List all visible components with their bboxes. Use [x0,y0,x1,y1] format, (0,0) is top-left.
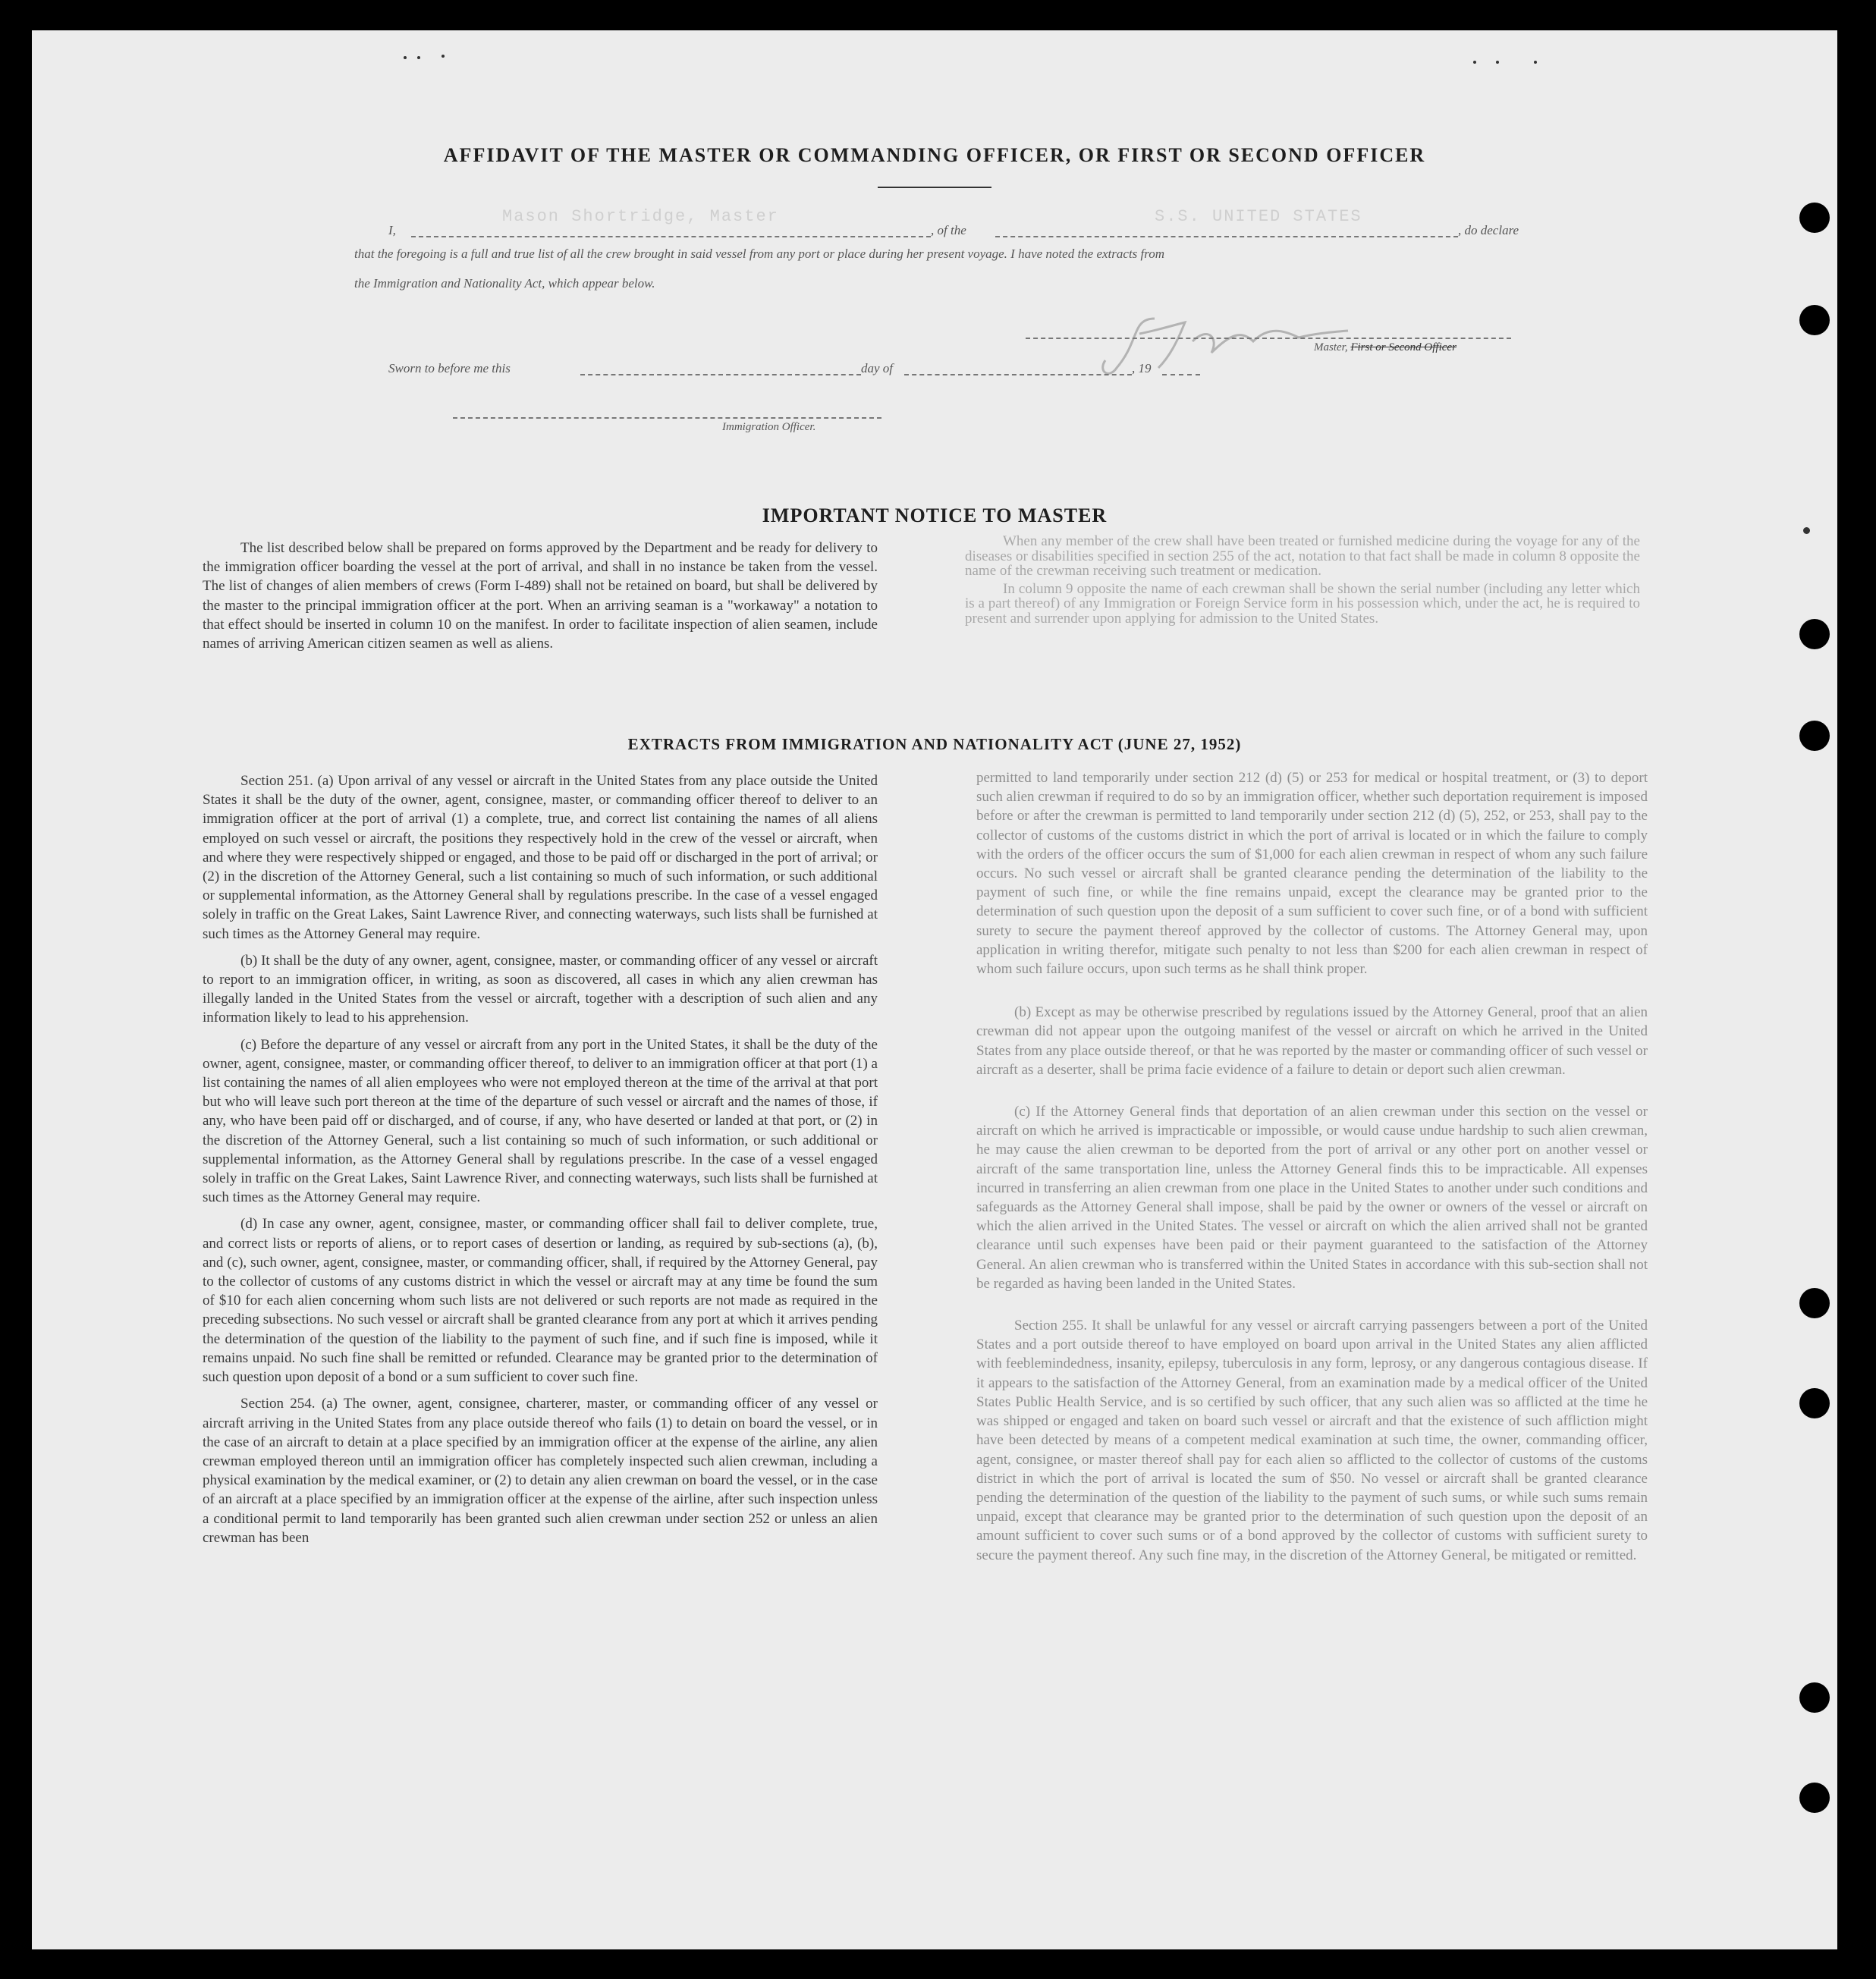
notice-right-2: In column 9 opposite the name of each crewman shall be shown the serial number (including any letter which is a part thereof) of any Immigration or Foreign Service form in his possession which, under the act, he is required to present and surrender upon applying for admission to the United States. [965,580,1640,627]
notice-right-1: When any member of the crew shall have been treated or furnished medicine during the voyage for any of the diseases or disabilities specified in section 255 of the act, notation to that fact shall be made in column 8 opposite the name of the crewman receiving such treatment or medication. [965,533,1640,580]
year-prefix: , 19 [1132,361,1152,375]
sworn-day-field[interactable] [580,374,861,375]
affidavit-line1-i: I, [388,223,396,237]
master-label-text: Master, [1314,341,1348,353]
immigration-officer-line[interactable] [453,417,881,419]
speck [442,55,445,58]
notice-title: IMPORTANT NOTICE TO MASTER [762,504,1108,526]
punch-hole [1799,305,1830,335]
speck [1496,61,1499,64]
speck [1803,527,1810,534]
notice-left [203,539,878,653]
section-254-a: Section 254. (a) The owner, agent, consignee, charterer, master, or commanding officer of any vessel or aircraft arriving in the United States from any place outside thereof who fails (1) to detain on board the vessel, or in the case of an aircraft to detain at a place specified by an immigration officer at the expense of the airline, any alien crewman employed thereon until an immigration officer has completely inspected such alien crewman, including a physical examination by the medical examiner, or (2) to detain any alien crewman on board the vessel, or in the case of an aircraft at a place specified by an immigration officer at the expense of the airline, after such inspection unless a conditional permit to land temporarily has been granted such alien crewman under section 252 or unless an alien crewman has been [203,1396,878,1546]
extracts-title: EXTRACTS FROM IMMIGRATION AND NATIONALITY ACT (JUNE 27, 1952) [627,735,1242,753]
affidavit-line1-do-declare: , do declare [1458,223,1519,237]
day-of-label: day of [861,361,894,375]
sworn-year-field[interactable] [1162,374,1200,375]
punch-hole [1799,1783,1830,1813]
signature-line[interactable] [1026,338,1511,339]
section-251-a: Section 251. (a) Upon arrival of any vessel or aircraft in the United States from any place outside the United States it shall be the duty of the owner, agent, consignee, master, or commanding officer thereof to deliver to an immigration officer at the port of arrival (1) a complete, true, and correct list containing the names of all aliens employed on such vessel or aircraft, the positions they respectively hold in the crew of the vessel or aircraft, when and where they were respectively shipped or engaged, and those to be paid off or discharged in the port of arrival; or (2) in the discretion of the Attorney General, such a list containing so much of such information, or such additional or supplemental information, as the Attorney General shall by regulations prescribe. In the case of a vessel engaged solely in traffic on the Great Lakes, Saint Lawrence River, and connecting waterways, such lists shall be furnished at such times as the Attorney General may require. [203,773,878,942]
section-251-d: (d) In case any owner, agent, consignee, master, or commanding officer shall fail to deliver complete, true, and correct lists or reports of aliens, or to report cases of desertion or landing, as required by sub-sections (a), (b), and (c), such owner, agent, consignee, master, or commanding officer, shall, if required by the Attorney General, pay to the collector of customs of any customs district in which the vessel or aircraft may at any time be found the sum of $10 for each alien concerning whom such lists are not delivered or such reports are not made as required in the preceding subsections. No such vessel or aircraft shall be granted clearance from any port at which it arrives pending the determination of the question of the liability to the payment of such fine, and if such fine is imposed, while it remains unpaid. No such fine shall be remitted or refunded. Clearance may be granted prior to the determination of such question upon deposit of a bond or a sum sufficient to cover such fine. [203,1216,878,1386]
section-254-a-cont: permitted to land temporarily under section 212 (d) (5) or 253 for medical or hospital treatment, or (3) to deport such alien crewman if required to do so by an immigration officer, whether such deportation requirement is imposed before or after the crewman is permitted to land temporarily under section 212 (d) (5), 252, or 253, shall pay to the collector of customs of the customs district in which the port of arrival is located or in which the failure to comply with the orders of the officer occurs the sum of $1,000 for each alien crewman in respect of whom any such failure occurs. No such vessel or aircraft shall be granted clearance pending the determination of the liability to the payment of such fine, or while the fine remains unpaid, except the clearance may be granted prior to the determination of such question upon the deposit of a sum sufficient to cover such fine, or of a bond with sufficient surety to secure the payment thereof approved by the collector of customs. The Attorney General may, upon application in writing therefor, mitigate such penalty to not less than $200 for each alien crewman in respect of whom such failure occurs, upon such terms as he shall think proper. [976,770,1648,978]
speck [1473,61,1476,64]
section-254-c: (c) If the Attorney General finds that deportation of an alien crewman under this section on the vessel or aircraft on which he arrived is impracticable or impossible, or would cause undue hardship to such alien crewman, he may cause the alien crewman to be deported from the port of arrival or any other port on another vessel or aircraft of the same transportation line, unless the Attorney General finds this to be impracticable. All expenses incurred in transferring an alien crewman from one place in the United States to another under such conditions and safeguards as the Attorney General shall impose, shall be paid by the owner or owners of the vessel or aircraft on which the alien arrived in the United States. The vessel or aircraft on which the alien arrived shall not be granted clearance until such expenses have been paid or their payment guaranteed to the satisfaction of the Attorney General. An alien crewman who is transferred within the United States in accordance with this sub-section shall not be regarded as having been landed in the United States. [976,1104,1648,1292]
extracts-left [203,771,878,1555]
typed-name-ghost: Mason Shortridge, Master [502,207,779,226]
title-rule [878,187,991,188]
typed-vessel-ghost: S.S. UNITED STATES [1155,207,1362,226]
document-page [32,30,1837,1949]
master-label [1314,341,1456,354]
affidavit-line1-of-the: , of the [931,223,966,237]
notice-left-text: The list described below shall be prepared on forms approved by the Department and be ready for delivery to the immigration officer boarding the vessel at the port of arrival, and shall in no instance be taken from the vessel. The list of changes of alien members of crews (Form I-489) shall not be retained on board, but shall be delivered by the master to the principal immigration officer at the port. When an arriving seaman is a "workaway" a notation to that effect should be inserted in column 10 on the manifest. In order to facilitate inspection of alien seamen, include names of arriving American citizen seamen as well as aliens. [203,540,878,652]
section-255: Section 255. It shall be unlawful for any vessel or aircraft carrying passengers between a port of the United States and a port outside thereof to have employed on board upon arrival in the United States any alien afflicted with feeblemindedness, insanity, epilepsy, tuberculosis in any form, leprosy, or any dangerous contagious disease. If it appears to the satisfaction of the Attorney General, from an examination made by a medical officer of the United States Public Health Service, and is so certified by such officer, that any such alien was so afflicted at the time he was shipped or engaged and taken on board such vessel or aircraft and that the existence of such affliction might have been detected by means of a competent medical examination at such time, the owner, commanding officer, agent, consignee, or master thereof shall pay for each alien so afflicted to the collector of customs of the customs district in which the port of arrival is located the sum of $50. No vessel or aircraft shall be granted clearance pending the determination of the question of the liability to the payment of such sums, or while such sums remain unpaid, except that clearance may be granted prior to the determination of such question upon the deposit of an amount sufficient to cover such sums or of a bond approved by the collector of customs with sufficient surety to secure the payment thereof. Any such fine may, in the discretion of the Attorney General, be mitigated or remitted. [976,1318,1648,1563]
section-254-b: (b) Except as may be otherwise prescribed by regulations issued by the Attorney General, proof that an alien crewman did not appear upon the outgoing manifest of the vessel or aircraft on which he arrived in the United States from any place outside thereof, or that he was reported by the master or commanding officer of such vessel or aircraft as a deserter, shall be prima facie evidence of a failure to detain or deport such alien crewman. [976,1004,1648,1078]
section-251-b: (b) It shall be the duty of any owner, agent, consignee, master, or commanding officer of any vessel or aircraft to report to an immigration officer, in writing, as soon as discovered, all cases in which any alien crewman has illegally landed in the United States from the vessel or aircraft, together with a description of such alien and any information likely to lead to his apprehension. [203,952,878,1026]
affidavit-title: AFFIDAVIT OF THE MASTER OR COMMANDING OFFICER, OR FIRST OR SECOND OFFICER [443,144,1426,166]
section-251-c: (c) Before the departure of any vessel or aircraft from any port in the United States, it shall be the duty of the owner, agent, consignee, master, or commanding officer thereof, to deliver to an immigration officer at that port (1) a list containing the names of all alien employees who were not employed thereon at the time of the arrival at that port but who will leave such port thereon at the time of the departure of such vessel or aircraft and the names of those, if any, who have been paid off or discharged, and of course, if any, who have deserted or landed at that port, or (2) in the discretion of the Attorney General, such a list containing so much of such information, or such additional or supplemental information, as the Attorney General shall by regulations prescribe. In the case of a vessel engaged solely in traffic on the Great Lakes, Saint Lawrence River, and connecting waterways, such lists shall be furnished at such times as the Attorney General may require. [203,1036,878,1206]
struck-officer-label: First or Second Officer [1350,341,1456,353]
punch-hole [1799,1288,1830,1318]
punch-hole [1799,619,1830,649]
name-field[interactable] [411,236,931,237]
vessel-field[interactable] [995,236,1458,237]
immigration-officer-label: Immigration Officer. [722,421,816,433]
punch-hole [1799,1388,1830,1418]
punch-hole [1799,1682,1830,1713]
sworn-label: Sworn to before me this [388,361,511,375]
affidavit-line3: the Immigration and Nationality Act, which appear below. [354,276,655,291]
speck [404,56,407,59]
speck [417,56,420,59]
punch-hole [1799,203,1830,233]
extracts-right [976,768,1648,1572]
speck [1534,61,1537,64]
affidavit-line2: that the foregoing is a full and true list of all the crew brought in said vessel from any port or place during her present voyage. I have noted the extracts from [354,247,1165,261]
sworn-month-field[interactable] [904,374,1132,375]
notice-right [965,534,1640,627]
